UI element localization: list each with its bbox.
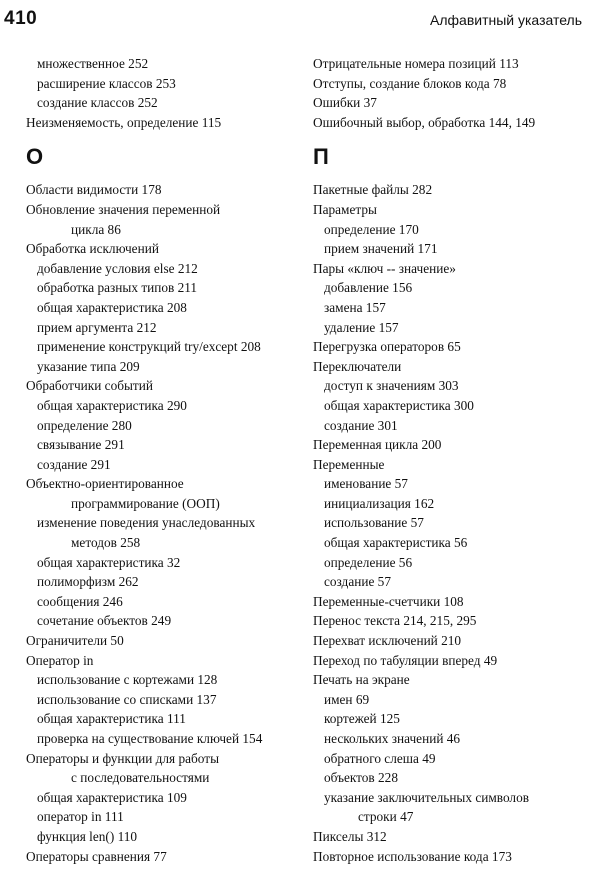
index-entry-continuation: программирование (ООП) (71, 495, 220, 511)
index-subentry: использование с кортежами 128 (37, 672, 218, 688)
index-subentry-continuation: методов 258 (71, 535, 141, 551)
page-header (0, 0, 600, 40)
index-subentry: доступ к значениям 303 (324, 378, 459, 394)
index-entry: Переключатели (313, 358, 402, 374)
index-subentry: оператор in 111 (37, 809, 124, 825)
index-subentry: расширение классов 253 (37, 75, 176, 91)
index-subentry: применение конструкций try/except 208 (37, 339, 261, 355)
index-subentry: использование 57 (324, 515, 424, 531)
index-subentry: добавление 156 (324, 280, 413, 296)
index-entry: Повторное использование кода 173 (313, 848, 512, 864)
index-subentry: определение 280 (37, 417, 132, 433)
index-subentry: замена 157 (324, 299, 386, 315)
index-subentry: объектов 228 (324, 770, 398, 786)
index-subentry: нескольких значений 46 (324, 731, 461, 746)
index-subentry: сообщения 246 (37, 593, 123, 609)
index-subentry: множественное 252 (37, 56, 149, 71)
index-entry: Оператор in (26, 652, 94, 668)
index-entry: Обработчики событий (26, 378, 153, 394)
index-entry: Переменная цикла 200 (313, 437, 442, 453)
index-subentry: определение 56 (324, 554, 413, 570)
index-entry: Отрицательные номера позиций 113 (313, 56, 519, 71)
index-entry: Обработка исключений (26, 241, 159, 257)
index-entry: Операторы сравнения 77 (26, 848, 167, 864)
index-subentry: общая характеристика 56 (324, 535, 468, 551)
index-subentry: определение 170 (324, 221, 419, 237)
index-entry: Пары «ключ -- значение» (313, 260, 456, 276)
index-entry: Операторы и функции для работы (26, 750, 220, 766)
section-letter-p: П (313, 144, 329, 170)
index-entry: Ошибочный выбор, обработка 144, 149 (313, 114, 536, 130)
index-subentry: общая характеристика 290 (37, 397, 187, 413)
index-subentry: использование со списками 137 (37, 691, 217, 707)
index-subentry: общая характеристика 32 (37, 554, 181, 570)
index-subentry-continuation: строки 47 (358, 809, 414, 825)
index-subentry: изменение поведения унаследованных (37, 515, 256, 531)
index-entry-continuation: с последовательностями (71, 770, 210, 786)
index-subentry: общая характеристика 208 (37, 299, 187, 315)
index-subentry: инициализация 162 (324, 495, 435, 511)
index-subentry: общая характеристика 111 (37, 711, 186, 727)
index-subentry: прием значений 171 (324, 241, 438, 257)
index-subentry: полиморфизм 262 (37, 574, 139, 590)
index-entry: Обновление значения переменной (26, 201, 221, 217)
index-subentry: создание классов 252 (37, 95, 158, 111)
index-subentry: создание 301 (324, 417, 398, 433)
index-subentry: добавление условия else 212 (37, 260, 198, 276)
index-entry: Пикселы 312 (313, 828, 387, 844)
index-entry-continuation: цикла 86 (71, 221, 121, 237)
index-subentry: удаление 157 (324, 319, 399, 335)
index-entry: Параметры (313, 201, 377, 217)
index-subentry: создание 57 (324, 574, 391, 590)
index-subentry: создание 291 (37, 456, 111, 472)
index-subentry: проверка на существование ключей 154 (37, 731, 263, 746)
index-entry: Переменные (313, 456, 385, 472)
index-entry: Области видимости 178 (26, 182, 162, 198)
index-subentry: указание заключительных символов (324, 789, 529, 805)
index-subentry: имен 69 (324, 691, 370, 707)
index-subentry: кортежей 125 (324, 711, 400, 727)
index-subentry: обратного слеша 49 (324, 750, 436, 766)
index-subentry: указание типа 209 (37, 358, 140, 374)
index-entry: Объектно-ориентированное (26, 476, 184, 492)
index-entry: Печать на экране (313, 672, 410, 688)
index-entry: Пакетные файлы 282 (313, 182, 433, 198)
index-entry: Переход по табуляции вперед 49 (313, 652, 498, 668)
index-subentry: обработка разных типов 211 (37, 280, 198, 296)
index-entry: Ошибки 37 (313, 95, 377, 111)
index-subentry: именование 57 (324, 476, 408, 492)
section-letter-o: О (26, 144, 44, 170)
index-entry: Перенос текста 214, 215, 295 (313, 613, 477, 629)
index-entry: Отступы, создание блоков кода 78 (313, 75, 507, 91)
index-column-left (26, 54, 306, 866)
index-subentry: связывание 291 (37, 437, 125, 453)
index-subentry: общая характеристика 109 (37, 789, 187, 805)
index-entry: Перегрузка операторов 65 (313, 339, 461, 355)
page-number: 410 (4, 8, 38, 29)
index-column-right (313, 54, 595, 866)
index-subentry: прием аргумента 212 (37, 319, 157, 335)
index-subentry: общая характеристика 300 (324, 397, 474, 413)
index-entry: Ограничители 50 (26, 633, 124, 649)
index-entry: Переменные-счетчики 108 (313, 593, 464, 609)
index-subentry: сочетание объектов 249 (37, 613, 172, 629)
index-entry: Перехват исключений 210 (313, 633, 462, 649)
index-subentry: функция len() 110 (37, 828, 138, 844)
running-title: Алфавитный указатель (430, 12, 582, 28)
index-entry: Неизменяемость, определение 115 (26, 114, 222, 130)
